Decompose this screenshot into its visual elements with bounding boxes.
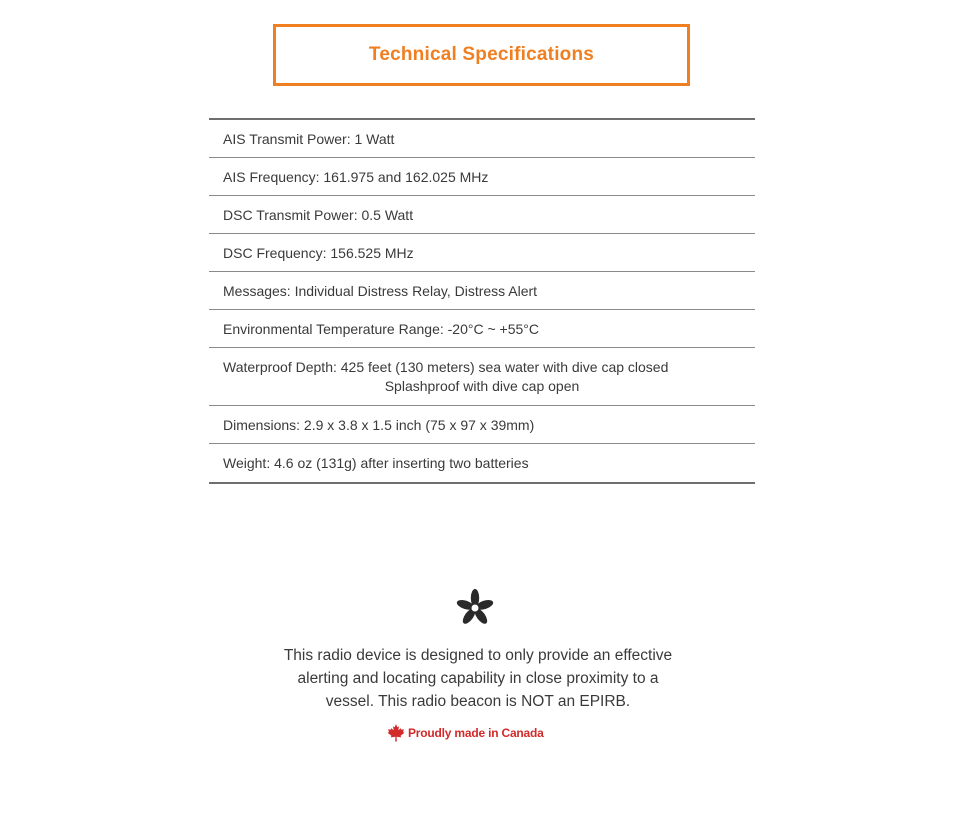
spec-dimensions: Dimensions: 2.9 x 3.8 x 1.5 inch (75 x 97 x 39mm) bbox=[223, 416, 535, 433]
spec-row bbox=[209, 196, 755, 234]
spec-row bbox=[209, 444, 755, 482]
spec-waterproof-depth: Waterproof Depth: 425 feet (130 meters) sea water with dive cap closed bbox=[223, 359, 669, 375]
spec-ais-power: AIS Transmit Power: 1 Watt bbox=[223, 130, 395, 147]
disclaimer bbox=[228, 644, 728, 713]
asterisk-icon bbox=[455, 588, 495, 628]
spec-splashproof: Splashproof with dive cap open bbox=[384, 378, 580, 394]
spec-row bbox=[209, 406, 755, 444]
spec-dsc-power: DSC Transmit Power: 0.5 Watt bbox=[223, 206, 414, 223]
title-box bbox=[273, 24, 690, 86]
spec-messages: Messages: Individual Distress Relay, Distress Alert bbox=[223, 282, 538, 299]
spec-weight: Weight: 4.6 oz (131g) after inserting two batteries bbox=[223, 455, 529, 471]
spec-row bbox=[209, 158, 755, 196]
maple-leaf-icon bbox=[386, 723, 406, 743]
disclaimer-line: alerting and locating capability in close proximity to a bbox=[297, 670, 659, 687]
made-in-canada bbox=[386, 723, 544, 743]
spec-row bbox=[209, 272, 755, 310]
spec-ais-frequency: AIS Frequency: 161.975 and 162.025 MHz bbox=[223, 168, 489, 185]
made-in-text: Proudly made in Canada bbox=[408, 726, 544, 740]
spec-temperature: Environmental Temperature Range: -20°C ~ +55°C bbox=[223, 320, 539, 337]
spec-table bbox=[209, 118, 755, 484]
spec-row bbox=[209, 120, 755, 158]
spec-row bbox=[209, 348, 755, 406]
disclaimer-line: vessel. This radio beacon is NOT an EPIRB. bbox=[325, 693, 631, 710]
spec-row bbox=[209, 310, 755, 348]
spec-row bbox=[209, 234, 755, 272]
spec-dsc-frequency: DSC Frequency: 156.525 MHz bbox=[223, 244, 414, 261]
page-title: Technical Specifications bbox=[368, 44, 595, 65]
disclaimer-line: This radio device is designed to only provide an effective bbox=[283, 647, 673, 664]
